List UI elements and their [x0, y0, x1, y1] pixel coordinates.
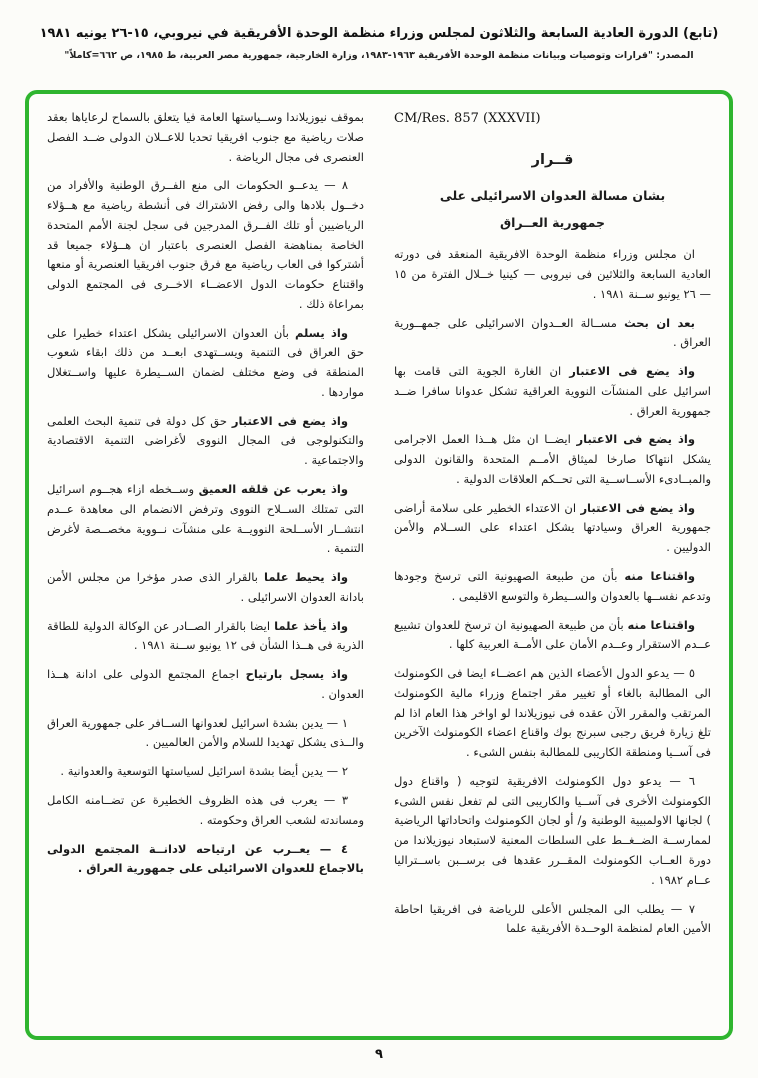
- paragraph-lead: واذ يضع فى الاعتبار: [231, 413, 348, 428]
- page-number: ٩: [375, 1047, 383, 1062]
- left-column: [47, 108, 364, 1024]
- paragraph: [47, 480, 364, 559]
- paragraph-lead: ٤ — يعــرب عن ارتياحه لادانــة المجتمع الدولى بالاجماع للعدوان الاسرائيلى على جمهورية العراق .: [47, 841, 364, 876]
- paragraph-lead: واذ يسلم: [294, 325, 349, 340]
- paragraph-lead: واقتناعا منه: [624, 569, 695, 584]
- paragraph-numbered-4: [47, 840, 364, 880]
- paragraph-lead: واذ يحيط علما: [264, 570, 348, 585]
- paragraph-text: اجماع المجتمع الدولى على ادانة هــذا العدوان .: [47, 667, 364, 701]
- paragraph: [394, 499, 711, 558]
- paragraph-text: بالقرار الذى صدر مؤخرا من مجلس الأمن بادانة العدوان الاسرائيلى .: [47, 570, 364, 604]
- paragraph-text: بأن من طبيعة الصهيونية ان ترسخ للعدوان تشييع عــدم الاستقرار وعــدم الأمان على الأمــة العربية كلها .: [394, 617, 711, 652]
- paragraph-text: وســخطه ازاء هجــوم اسرائيل التى تمتلك الســلاح النووى وترفض الانضمام الى معاهدة عــدم انتشــار الأســلحة النوويــة على منشآت نــووية مخصــصة لأغرض التنمية .: [47, 482, 364, 556]
- paragraph: [394, 616, 711, 656]
- paragraph-lead: واذ يضع فى الاعتبار: [580, 500, 695, 515]
- paragraph: [47, 324, 364, 403]
- paragraph-lead: واذ يضع فى الاعتبار: [569, 364, 695, 379]
- paragraph-numbered-7: [394, 900, 711, 940]
- two-column-layout: [47, 108, 711, 1024]
- paragraph-continuation: [47, 108, 364, 167]
- paragraph: [47, 568, 364, 608]
- paragraph-numbered-2: [47, 762, 364, 782]
- resolution-title: قــرار: [531, 152, 574, 169]
- paragraph-lead: واذ يسجل بارتياح: [245, 667, 348, 682]
- paragraph: [394, 430, 711, 489]
- paragraph-numbered-8: [47, 176, 364, 314]
- paragraph-numbered-3: [47, 791, 364, 831]
- paragraph-lead: واذ يأخذ علما: [274, 618, 348, 633]
- paragraph-text: ٢ — يدين أيضا بشدة اسرائيل لسياستها التوسعية والعدوانية .: [60, 764, 348, 779]
- resolution-subtitle-line2: جمهورية العــراق: [499, 214, 606, 230]
- paragraph-text: ايضــا ان مثل هــذا العمل الاجرامى يشكل انتهاكا صارخا لميثاق الأمــم المتحدة والقانون الدولى والمبــادىء الأســاســية التى تحــكم العلاقات الدولية .: [394, 432, 711, 486]
- paragraph-text: بموقف نيوزيلاندا وســياستها العامة فيا يتعلق بالسماح لرعاياها بعقد صلات رياضية مع جنوب افريقيا تحديا للاعــلان الدولى ضــد الفصل العنصرى فى مجال الرياضة .: [47, 110, 364, 164]
- paragraph: [394, 567, 711, 607]
- paragraph-text: بأن من طبيعة الصهيونية التى ترسخ وجودها وتدعم نفســها بالعدوان والســيطرة والتوسع الاقليمى .: [394, 569, 711, 603]
- paragraph: [394, 362, 711, 421]
- paragraph: [47, 665, 364, 705]
- content-frame: [25, 90, 733, 1040]
- paragraph-text: ان مجلس وزراء منظمة الوحدة الافريقية المنعقد فى دورته العادية السابعة والثلاثين فى نيروبى — كينيا خــلال الفترة من ١٥ — ٢٦ يونيو ســنة ١٩٨١ .: [394, 247, 711, 301]
- paragraph-lead: بعد ان بحث: [624, 315, 695, 330]
- resolution-subtitle-line1: بشان مسالة العدوان الاسرائيلى على: [439, 188, 666, 204]
- paragraph-text: حق كل دولة فى تنمية البحث العلمى والتكنولوجى فى المجال النووى لأغراضى التنمية الاقتصادية والاجتماعية .: [47, 413, 364, 468]
- paragraph-text: ٨ — يدعــو الحكومات الى منع الفــرق الوطنية والأفراد من دخــول بلادها والى رفض الاشتراك فى أنشطة رياضية مع هــؤلاء الرياضيين أو تلك الفــرق المدرجين فى سجل لجنة الأمم المتحدة الخاصة بمناهضة الفصل العنصرى باعتبار ان هــؤلاء جميعا قد أشتركوا فى العاب رياضية مع فرق جنوب افريقيا العنصرية أو منعها واقتناع حكومات الدول الاعضــاء الاخــرى فى المجتمع الدولى بمراعاة ذلك .: [47, 178, 364, 311]
- paragraph-text: ٦ — يدعو دول الكومنولث الافريقية لتوجيه ( واقناع دول الكومنولث الأخرى فى آســيا والكاريبى التى لم تفعل نفس الشىء ) لجانها الاولمبيية الوطنية و/ أو لجان الكومنولث واتحاداتها الرياضية لممارســة الضــغــط على السلطات المعنية لاستبعاد نيوزيلاندا من دورة العــاب الكومنولث المقــرر عقدها فى برســبن باســتراليا عــام ١٩٨٢ .: [394, 773, 711, 887]
- page-header-title: (تابع) الدورة العادية السابعة والثلاثون لمجلس وزراء منظمة الوحدة الأفريقية في نيروبي، ١٥-٢٦ يونيه ١٩٨١: [39, 26, 719, 41]
- right-column: [394, 108, 711, 1024]
- paragraph-text: ٥ — يدعو الدول الأعضاء الذين هم اعضــاء ايضا فى الكومنولث الى المطالبة بالغاء أو تغيير مقر اجتماع وزراء مالية الكومنولث المرتقب والمقرر الآن عقده فى نيوزيلاندا لو اواخر هذا العام اذا لم تلغ زيارة فريق رجبى سبرنج بوك واقناع اعضاء الكومنولث الآخرين فى آســيا ومنطقة الكاريبى للمطالبة بنفس الشىء .: [394, 666, 711, 760]
- resolution-reference: CM/Res. 857 (XXXVII): [394, 111, 541, 126]
- paragraph-text: ٣ — يعرب فى هذه الظروف الخطيرة عن تضــامنه الكامل ومساندته لشعب العراق وحكومته .: [47, 792, 364, 827]
- paragraph-numbered-1: [47, 714, 364, 754]
- paragraph-lead: واذ يعرب عن قلقه العميق: [198, 482, 348, 497]
- paragraph: [394, 314, 711, 354]
- paragraph-lead: واقتناعا منه: [627, 617, 695, 632]
- page-header: [0, 26, 758, 61]
- paragraph: [394, 245, 711, 304]
- paragraph-text: ان الاعتداء الخطير على سلامة أراضى جمهورية العراق وسيادتها يشكل اعتداء على الســلام والأمن الدوليين .: [394, 500, 711, 555]
- paragraph-text: ١ — يدين بشدة اسرائيل لعدوانها الســافر على جمهورية العراق والــذى يشكل تهديدا للسلام والأمن العالميين .: [47, 715, 364, 750]
- paragraph-text: ٧ — يطلب الى المجلس الأعلى للرياضة فى افريقيا احاطة الأمين العام لمنظمة الوحــدة الأفريقية علما: [394, 901, 711, 936]
- paragraph: [47, 617, 364, 657]
- paragraph-text: بأن العدوان الاسرائيلى يشكل اعتداء خطيرا على حق العراق فى التنمية ويســتهدى ابعــد من ذلك ابقاء شعوب المنطقة فى وضع مختلف لضمان الســيطرة عليها واســتغلال مواردها .: [47, 325, 364, 399]
- paragraph-numbered-5: [394, 664, 711, 763]
- paragraph-lead: واذ يضع فى الاعتبار: [576, 432, 695, 447]
- paragraph-numbered-6: [394, 772, 711, 891]
- paragraph-text: ايضا بالقرار الصــادر عن الوكالة الدولية للطاقة الذرية فى هــذا الشأن فى ١٢ يونيو ســنة ١٩٨١ .: [47, 618, 364, 653]
- page-header-source: المصدر: "قرارات وتوصيات وبيانات منظمة الوحدة الأفريقية ١٩٦٣-١٩٨٣، وزارة الخارجية، جمهورية مصر العربية، ط ١٩٨٥، ص ٦٦٢=كاملاً": [64, 50, 694, 61]
- paragraph: [47, 412, 364, 471]
- paragraph-text: ان الغارة الجوية التى قامت بها اسرائيل على المنشآت النووية العراقية تشكل عدوانا سافرا ضــد جمهورية العراق .: [394, 364, 711, 418]
- paragraph-text: مســالة العــدوان الاسرائيلى على جمهــورية العراق .: [394, 315, 711, 350]
